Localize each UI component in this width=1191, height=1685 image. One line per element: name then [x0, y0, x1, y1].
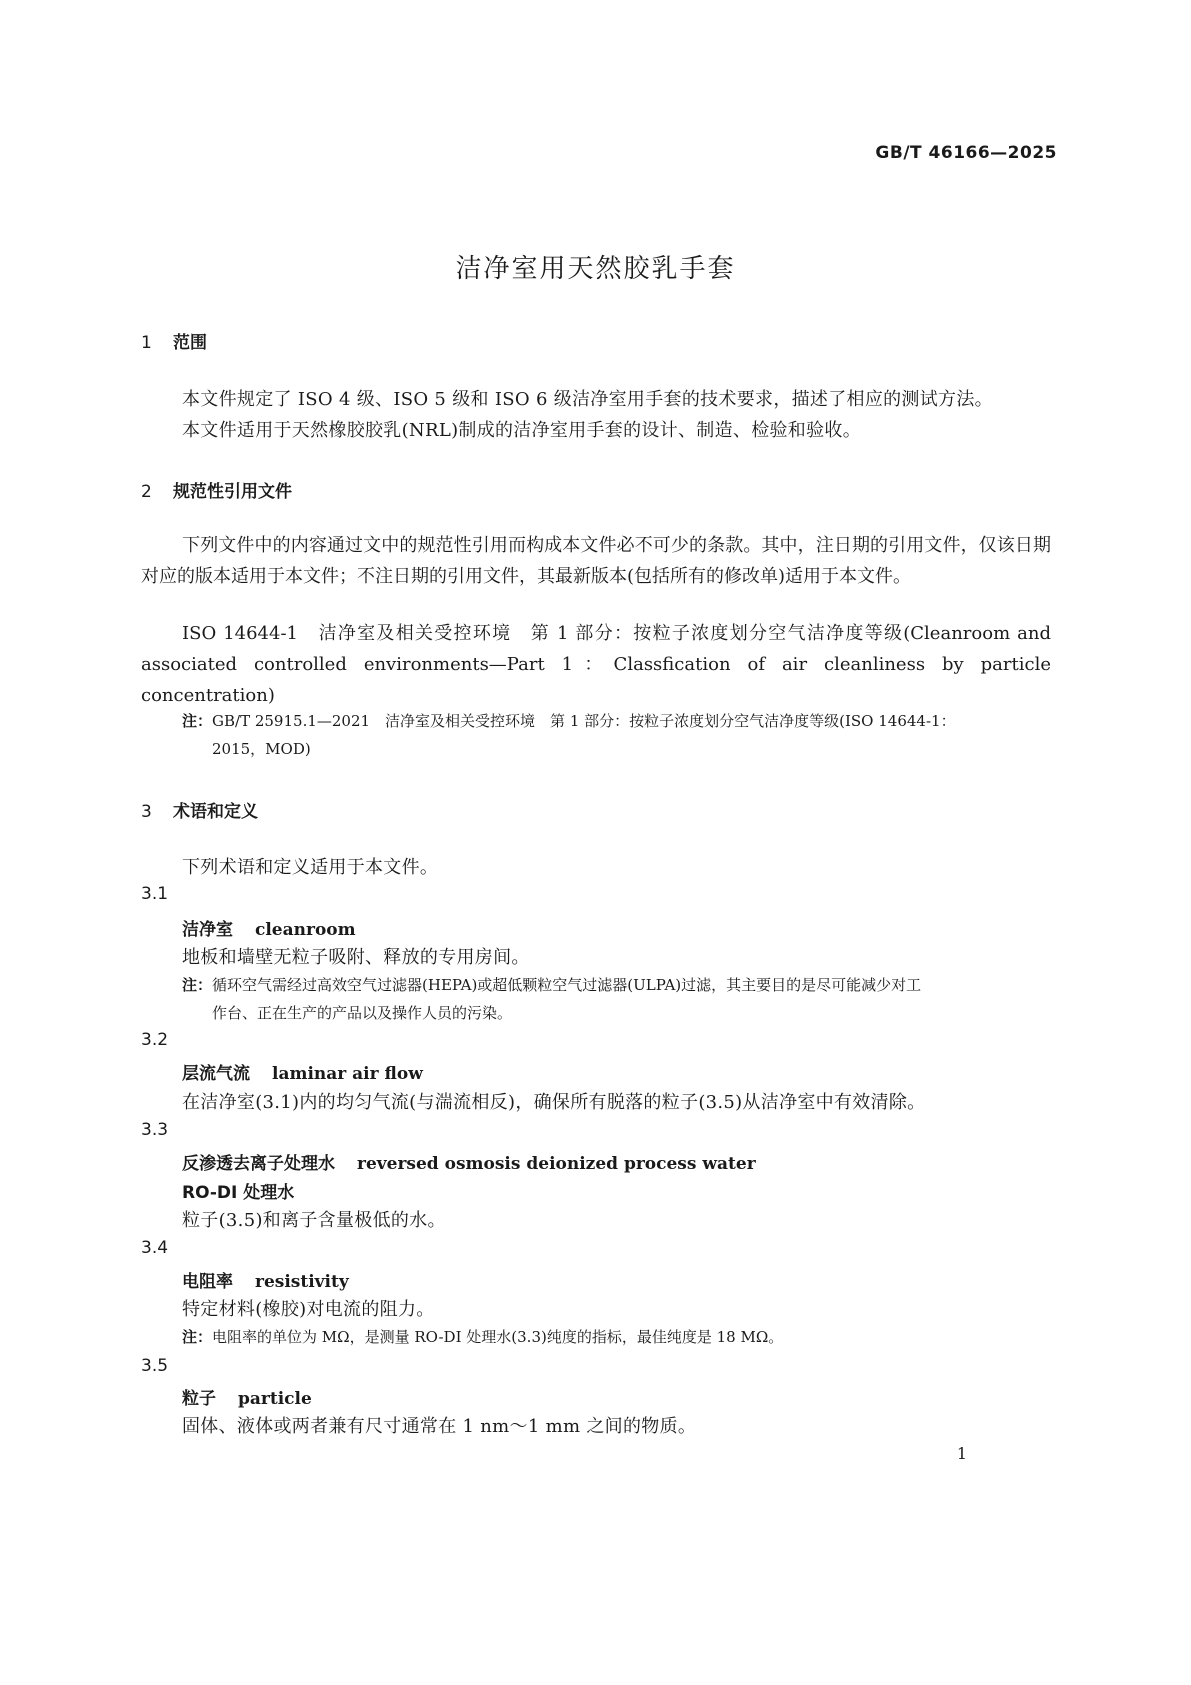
term-cleanroom: [182, 915, 356, 940]
section-title: 规范性引用文件: [173, 482, 292, 502]
term-particle: [182, 1384, 312, 1409]
normative-intro-text: 下列文件中的内容通过文中的规范性引用而构成本文件必不可少的条款。其中，注日期的引用文件，仅该日期对应的版本适用于本文件；不注日期的引用文件，其最新版本(包括所有的修改单)适用于本文件。: [141, 535, 1051, 587]
section-number: 1: [141, 333, 152, 353]
normative-note: [182, 707, 1052, 763]
definition-resistivity: 特定材料(橡胶)对电流的阻力。: [182, 1299, 435, 1320]
term-ro-di-alt: RO-DI 处理水: [182, 1183, 295, 1203]
note-resistivity: [182, 1323, 1052, 1351]
normative-reference: [141, 618, 1051, 711]
term-en: laminar air flow: [272, 1064, 423, 1084]
term-id-3-1: 3.1: [141, 884, 169, 904]
term-id-3-4: 3.4: [141, 1238, 169, 1258]
definition-ro-di-water: 粒子(3.5)和离子含量极低的水。: [182, 1210, 446, 1231]
term-id-3-3: 3.3: [141, 1120, 169, 1140]
term-id-3-5: 3.5: [141, 1356, 169, 1376]
term-ro-di-water: [182, 1149, 756, 1174]
term-zh: 粒子: [182, 1389, 216, 1409]
note-text-line-1: 电阻率的单位为 MΩ，是测量 RO-DI 处理水(3.3)纯度的指标，最佳纯度是 18 MΩ。: [212, 1328, 784, 1346]
term-laminar-air-flow: [182, 1059, 423, 1084]
section-heading-terms: [141, 797, 258, 822]
term-zh: 反渗透去离子处理水: [182, 1154, 335, 1174]
scope-paragraph-1: 本文件规定了 ISO 4 级、ISO 5 级和 ISO 6 级洁净室用手套的技术要求，描述了相应的测试方法。: [182, 389, 993, 410]
normative-intro: [141, 530, 1051, 592]
section-heading-scope: [141, 328, 207, 353]
term-resistivity: [182, 1267, 349, 1292]
page-number: 1: [956, 1444, 967, 1463]
terms-intro: 下列术语和定义适用于本文件。: [182, 857, 439, 878]
scope-paragraph-2: 本文件适用于天然橡胶胶乳(NRL)制成的洁净室用手套的设计、制造、检验和验收。: [182, 420, 861, 441]
definition-particle: 固体、液体或两者兼有尺寸通常在 1 nm～1 mm 之间的物质。: [182, 1416, 697, 1437]
note-text-line-2: 2015，MOD): [212, 740, 311, 758]
note-label: 注：: [182, 976, 213, 994]
section-number: 2: [141, 482, 152, 502]
note-text-line-1: 循环空气需经过高效空气过滤器(HEPA)或超低颗粒空气过滤器(ULPA)过滤，其主要目的是尽可能减少对工: [212, 976, 922, 994]
term-en: cleanroom: [255, 920, 356, 940]
section-title: 术语和定义: [173, 802, 258, 822]
term-zh: 层流气流: [182, 1064, 250, 1084]
note-text-line-2: 作台、正在生产的产品以及操作人员的污染。: [212, 1004, 513, 1022]
note-label: 注：: [182, 712, 213, 730]
note-text-line-1: GB/T 25915.1—2021 洁净室及相关受控环境 第 1 部分：按粒子浓度划分空气洁净度等级(ISO 14644-1：: [212, 712, 956, 730]
section-number: 3: [141, 802, 152, 822]
definition-laminar-air-flow: 在洁净室(3.1)内的均匀气流(与湍流相反)，确保所有脱落的粒子(3.5)从洁净室中有效清除。: [182, 1092, 926, 1113]
normative-reference-text: ISO 14644-1 洁净室及相关受控环境 第 1 部分：按粒子浓度划分空气洁净度等级(Cleanroom and associated controlled environments—Part 1：Classfication of air cleanliness by particle concentration): [141, 623, 1051, 706]
term-en: reversed osmosis deionized process water: [357, 1154, 756, 1174]
section-heading-normative: [141, 477, 292, 502]
term-zh: 洁净室: [182, 920, 233, 940]
document-title: 洁净室用天然胶乳手套: [455, 254, 736, 284]
term-en: particle: [238, 1389, 312, 1409]
section-title: 范围: [173, 333, 207, 353]
standard-number: GB/T 46166—2025: [875, 143, 1057, 163]
note-label: 注：: [182, 1328, 213, 1346]
note-cleanroom: [182, 971, 1052, 1027]
term-en: resistivity: [255, 1272, 349, 1292]
term-id-3-2: 3.2: [141, 1030, 169, 1050]
term-zh: 电阻率: [182, 1272, 233, 1292]
definition-cleanroom: 地板和墙壁无粒子吸附、释放的专用房间。: [182, 947, 530, 968]
